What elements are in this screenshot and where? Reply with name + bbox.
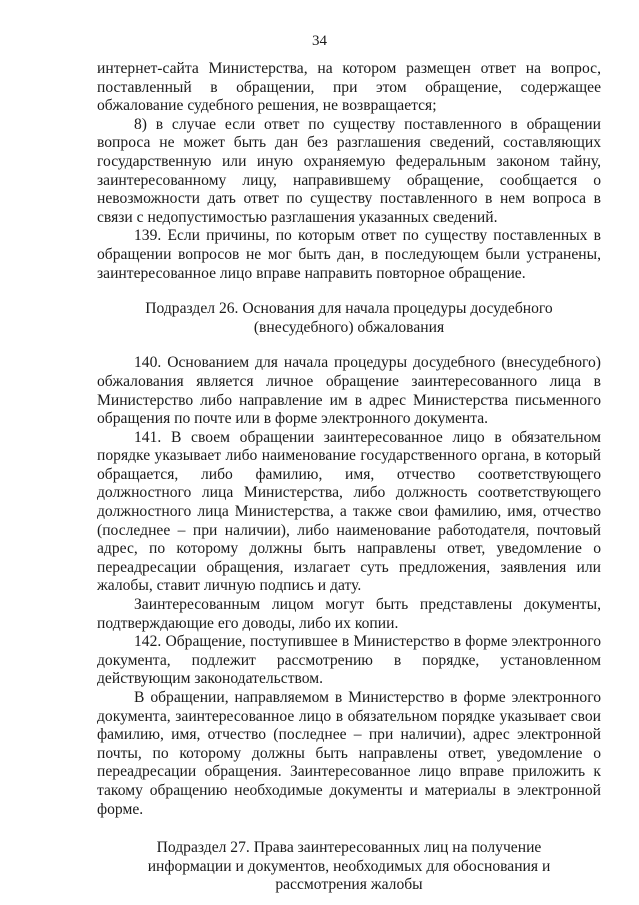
document-body bbox=[97, 60, 601, 895]
paragraph: 8) в случае если ответ по существу поставленного в обращении вопроса не может быть дан без разглашения сведений, составляющих государственную или иную охраняемую федеральным законом тайну, заинтересованному лицу, направившему обращение, сообщается о невозможности дать ответ по существу поставленного в нем вопроса в связи с недопустимостью разглашения указанных сведений. bbox=[97, 115, 601, 226]
section-heading-26: Подраздел 26. Основания для начала процедуры досудебного (внесудебного) обжалования bbox=[145, 300, 553, 336]
spacer bbox=[97, 819, 601, 839]
paragraph: 142. Обращение, поступившее в Министерство в форме электронного документа, подлежит рассмотрению в порядке, установленном действующим законодательством. bbox=[97, 633, 601, 688]
paragraph: 141. В своем обращении заинтересованное лицо в обязательном порядке указывает либо наименование государственного органа, в который обращается, либо фамилию, имя, отчество соответствующего должностного лица Министерства, либо должность соответствующего должностного лица Министерства, а также свои фамилию, имя, отчество (последнее – при наличии), либо наименование работодателя, почтовый адрес, по которому должны быть направлены ответ, уведомление о переадресации обращения, излагает суть предложения, заявления или жалобы, ставит личную подпись и дату. bbox=[97, 428, 601, 595]
section-heading-27: Подраздел 27. Права заинтересованных лиц на получение информации и документов, необходимых для обоснования и рассмотрения жалобы bbox=[147, 839, 551, 894]
spacer bbox=[97, 283, 601, 300]
paragraph: 140. Основанием для начала процедуры досудебного (внесудебного) обжалования является личное обращение заинтересованного лица в Министерство либо направление им в адрес Министерства письменного обращения по почте или в форме электронного документа. bbox=[97, 354, 601, 428]
spacer bbox=[97, 337, 601, 354]
paragraph: интернет-сайта Министерства, на котором размещен ответ на вопрос, поставленный в обращении, при этом обращение, содержащее обжалование судебного решения, не возвращается; bbox=[97, 60, 601, 115]
paragraph: 139. Если причины, по которым ответ по существу поставленных в обращении вопросов не мог быть дан, в последующем были устранены, заинтересованное лицо вправе направить повторное обращение. bbox=[97, 227, 601, 282]
paragraph: В обращении, направляемом в Министерство в форме электронного документа, заинтересованное лицо в обязательном порядке указывает свои фамилию, имя, отчество (последнее – при наличии), адрес электронной почты, по которому должны быть направлены ответ, уведомление о переадресации обращения. Заинтересованное лицо вправе приложить к такому обращению необходимые документы и материалы в электронной форме. bbox=[97, 689, 601, 818]
paragraph: Заинтересованным лицом могут быть представлены документы, подтверждающие его доводы, либо их копии. bbox=[97, 596, 601, 632]
page-number: 34 bbox=[312, 33, 327, 49]
